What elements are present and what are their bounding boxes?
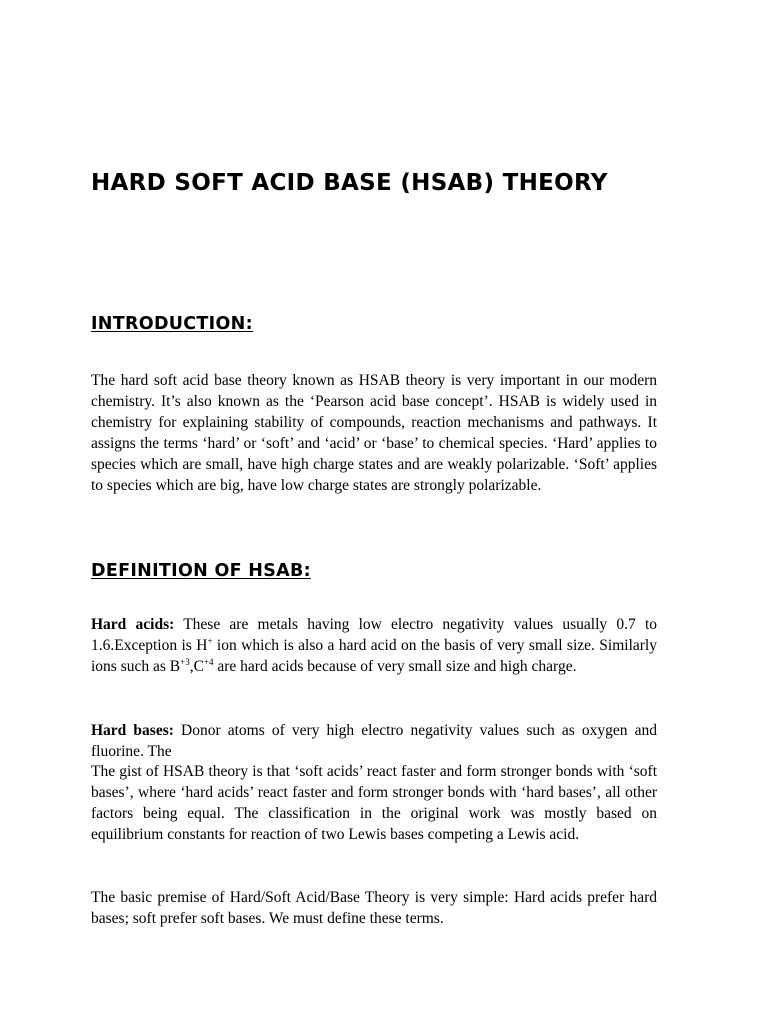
hard-bases-paragraph [91,720,657,762]
hard-acids-text-1: These are metals having low electro negativity values usually 0.7 to 1.6.Exception is H [91,616,657,654]
hard-acids-text-2: ion which is also a hard acid on the basis of very small size. Similarly ions such as B [91,637,657,675]
hard-acids-text-4: are hard acids because of very small size and high charge. [213,658,577,675]
hard-acids-text-3: ,C [189,658,204,675]
introduction-paragraph: The hard soft acid base theory known as HSAB theory is very important in our modern chemistry. It’s also known as the ‘Pearson acid base concept’. HSAB is widely used in chemistry for explaining stability of compounds, reaction mechanisms and pathways. It assigns the terms ‘hard’ or ‘soft’ and ‘acid’ or ‘base’ to chemical species. ‘Hard’ applies to species which are small, have high charge states and are weakly polarizable. ‘Soft’ applies to species which are big, have low charge states are strongly polarizable. [91,372,657,494]
carbon-charge: +4 [203,656,214,667]
definition-heading: DEFINITION OF HSAB: [91,561,311,581]
gist-paragraph: The gist of HSAB theory is that ‘soft acids’ react faster and form stronger bonds with ‘soft bases’, where ‘hard acids’ react faster and form stronger bonds with ‘hard bases’, all other factors being equal. The classification in the original work was mostly based on equilibrium constants for reaction of two Lewis bases competing a Lewis acid. [91,763,657,843]
hard-acids-paragraph [91,614,657,677]
hard-acids-label: Hard acids: [91,616,175,633]
document-title: HARD SOFT ACID BASE (HSAB) THEORY [91,170,608,196]
boron-charge: +3 [180,656,190,667]
introduction-heading: INTRODUCTION: [91,314,253,334]
hydrogen-charge: + [207,635,213,646]
premise-paragraph: The basic premise of Hard/Soft Acid/Base Theory is very simple: Hard acids prefer hard bases; soft prefer soft bases. We must define these terms. [91,889,657,927]
hard-bases-label: Hard bases: [91,722,174,739]
hard-bases-text: Donor atoms of very high electro negativity values such as oxygen and fluorine. The [91,722,657,760]
